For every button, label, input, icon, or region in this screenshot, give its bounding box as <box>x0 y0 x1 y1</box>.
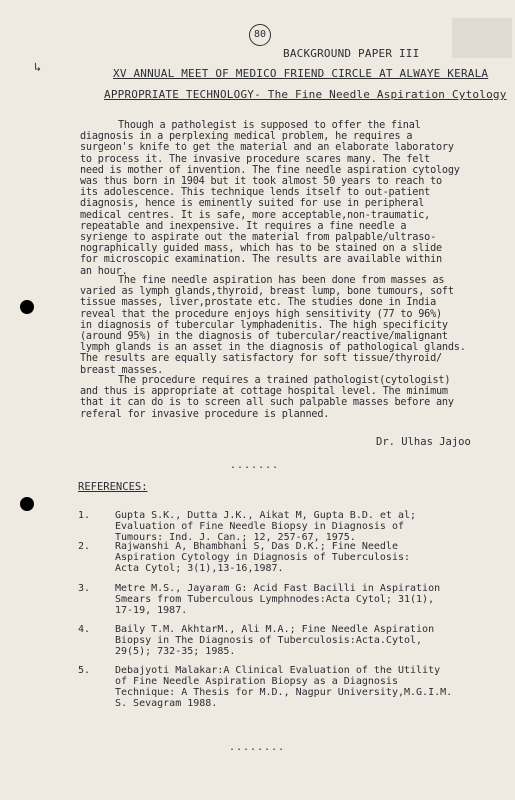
end-separator-dots: ........ <box>229 742 286 753</box>
paragraph-line: need is mother of invention. The fine needle aspiration cytology <box>80 164 460 176</box>
paragraph-line: tissue masses, liver,prostate etc. The studies done in India <box>80 297 437 309</box>
paragraph-line: an hour. <box>80 265 128 277</box>
reference-line: Acta Cytol; 3(1),13-16,1987. <box>115 563 284 574</box>
paragraph-line: nographically guided mass, which has to be stained on a slide <box>80 243 442 255</box>
paragraph-line: surgeon's knife to get the material and an elaborate laboratory <box>80 142 454 154</box>
punch-hole <box>20 497 34 511</box>
paragraph-line: that it can do is to screen all such palpable masses before any <box>80 397 454 409</box>
reference-line: Gupta S.K., Dutta J.K., Aikat M, Gupta B.D. et al; <box>115 510 417 521</box>
reference-number: 2. <box>78 541 91 552</box>
reference-line: Evaluation of Fine Needle Biopsy in Diagnosis of <box>115 521 404 532</box>
header-topic: APPROPRIATE TECHNOLOGY- The Fine Needle Aspiration Cytology <box>104 88 507 101</box>
reference-line: Biopsy in The Diagnosis of Tuberculosis:Acta.Cytol, <box>115 635 423 646</box>
reference-number: 4. <box>78 624 91 635</box>
paragraph-line: diagnosis in a perplexing medical problem, he requires a <box>80 131 413 143</box>
margin-mark: ↳ <box>34 60 42 74</box>
punch-hole <box>20 300 34 314</box>
reference-line: Aspiration Cytology in Diagnosis of Tuberculosis: <box>115 552 411 563</box>
paragraph-line: varied as lymph glands,thyroid, breast lump, bone tumours, soft <box>80 286 454 298</box>
paragraph-line: referal for invasive procedure is planned. <box>80 408 330 420</box>
reference-line: Debajyoti Malakar:A Clinical Evaluation of the Utility <box>115 665 441 676</box>
reference-number: 3. <box>78 583 91 594</box>
paragraph-line: for microscopic examination. The results are available within <box>80 254 442 266</box>
reference-number: 1. <box>78 510 91 521</box>
reference-line: S. Sevagram 1988. <box>115 698 218 709</box>
paragraph-line: diagnosis, hence is eminently suited for use in peripheral <box>80 198 425 210</box>
paragraph-line: The fine needle aspiration has been done from masses as <box>118 275 445 286</box>
paragraph-2 <box>80 275 480 376</box>
paragraph-line: breast masses. <box>80 364 164 376</box>
paragraph-1 <box>80 120 480 277</box>
paragraph-line: medical centres. It is safe, more acceptable,non-traumatic, <box>80 209 431 221</box>
reference-number: 5. <box>78 665 91 676</box>
paragraph-line: reveal that the procedure enjoys high sensitivity (77 to 96%) <box>80 308 442 320</box>
paragraph-line: was thus born in 1904 but it took almost 50 years to reach to <box>80 176 442 188</box>
paragraph-line: The results are equally satisfactory for soft tissue/thyroid/ <box>80 353 442 365</box>
paragraph-line: The procedure requires a trained pathologist(cytologist) <box>118 375 451 386</box>
paragraph-line: repeatable and inexpensive. It requires a fine needle a <box>80 220 407 232</box>
reference-line: Metre M.S., Jayaram G: Acid Fast Bacilli in Aspiration <box>115 583 441 594</box>
reference-line: of Fine Needle Aspiration Biopsy as a Diagnosis <box>115 676 398 687</box>
header-meeting-title: XV ANNUAL MEET OF MEDICO FRIEND CIRCLE AT ALWAYE KERALA <box>113 67 489 80</box>
paragraph-line: and thus is appropriate at cottage hospital level. The minimum <box>80 386 448 398</box>
reference-line: Rajwanshi A, Bhambhani S, Das D.K.; Fine Needle <box>115 541 398 552</box>
paragraph-3 <box>80 375 480 420</box>
paragraph-line: Though a patholegist is supposed to offer the final <box>118 120 421 131</box>
separator-dots: ....... <box>230 460 280 471</box>
paragraph-line: to process it. The invasive procedure scares many. The felt <box>80 153 431 165</box>
reference-line: Smears from Tuberculous Lymphnodes:Acta Cytol; 31(1), <box>115 594 435 605</box>
reference-line: 29(5); 732-35; 1985. <box>115 646 236 657</box>
paragraph-line: (around 95%) in the diagnosis of tubercular/reactive/malignant <box>80 331 448 343</box>
paragraph-line: its adolescence. This technique lends itself to out-patient <box>80 187 431 199</box>
paragraph-line: syrienge to aspirate out the material from palpable/ultraso- <box>80 232 437 244</box>
header-background-paper: BACKGROUND PAPER III <box>283 47 420 60</box>
author-signature: Dr. Ulhas Jajoo <box>376 436 471 448</box>
reference-line: Technique: A Thesis for M.D., Nagpur University,M.G.I.M. <box>115 687 453 698</box>
reference-line: Baily T.M. AkhtarM., Ali M.A.; Fine Needle Aspiration <box>115 624 435 635</box>
corner-stamp-smudge <box>452 18 512 58</box>
paragraph-line: lymph glands is an asset in the diagnosis of pathological glands. <box>80 342 466 354</box>
page-number: 80 <box>249 24 271 46</box>
paragraph-line: in diagnosis of tubercular lymphadenitis. The high specificity <box>80 319 448 331</box>
reference-line: 17-19, 1987. <box>115 605 188 616</box>
reference-line: Tumours: Ind. J. Can.; 12, 257-67, 1975. <box>115 532 356 543</box>
references-heading: REFERENCES: <box>78 481 148 493</box>
